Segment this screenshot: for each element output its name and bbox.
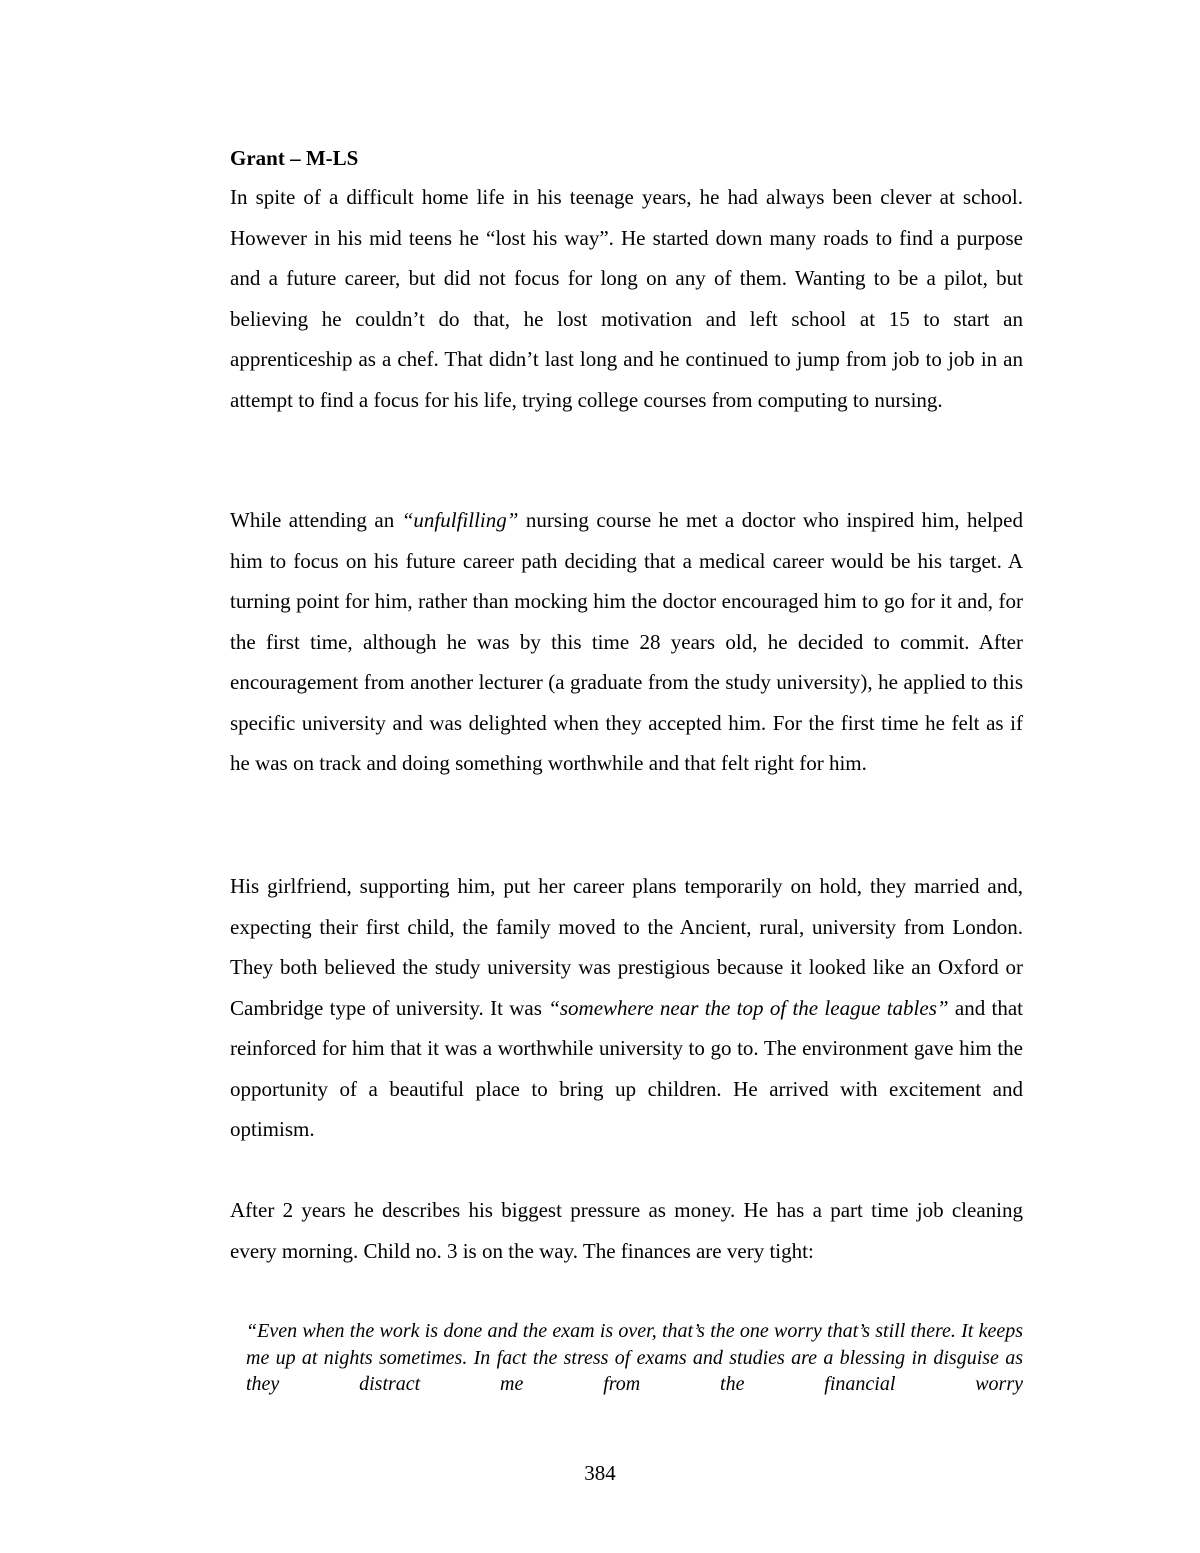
paragraph-2 xyxy=(230,500,1023,784)
paragraph-2-text-end: nursing course he met a doctor who inspired him, helped him to focus on his future career path deciding that a medical career would be his target. A turning point for him, rather than mocking him the doctor encouraged him to go for it and, for the first time, although he was by this time 28 years old, he decided to commit. After encouragement from another lecturer (a graduate from the study university), he applied to this specific university and was delighted when they accepted him. For the first time he felt as if he was on track and doing something worthwhile and that felt right for him. xyxy=(230,508,1023,775)
paragraph-4-text: After 2 years he describes his biggest pressure as money. He has a part time job cleaning every morning. Child no. 3 is on the way. The finances are very tight: xyxy=(230,1198,1023,1263)
paragraph-3-text-start: His girlfriend, supporting him, put her career plans temporarily on hold, they married and, expecting their first child, the family moved to the Ancient, rural, university from London. They both believed the study university was prestigious because it looked like an Oxford or Cambridge type of university. It was xyxy=(230,874,1023,1020)
section-heading: Grant – M-LS xyxy=(230,146,359,170)
paragraph-3 xyxy=(230,866,1023,1150)
interview-quote: “Even when the work is done and the exam is over, that’s the one worry that’s still there. It keeps me up at nights sometimes. In fact the stress of exams and studies are a blessing in disguise as they distract me from the financial worry xyxy=(246,1320,1023,1395)
paragraph-2-text-start: While attending an xyxy=(230,508,402,532)
paragraph-3-italic-quote: “somewhere near the top of the league tables” xyxy=(548,995,949,1020)
paragraph-3-text-end: and that reinforced for him that it was a worthwhile university to go to. The environment gave him the opportunity of a beautiful place to bring up children. He arrived with excitement and optimism. xyxy=(230,995,1023,1141)
paragraph-1 xyxy=(230,177,1023,420)
paragraph-1-text: In spite of a difficult home life in his teenage years, he had always been clever at school. However in his mid teens he “lost his way”. He started down many roads to find a purpose and a future career, but did not focus for long on any of them. Wanting to be a pilot, but believing he couldn’t do that, he lost motivation and left school at 15 to start an apprenticeship as a chef. That didn’t last long and he continued to jump from job to job in an attempt to find a focus for his life, trying college courses from computing to nursing. xyxy=(230,185,1023,412)
paragraph-2-italic-quote: “unfulfilling” xyxy=(401,508,519,532)
paragraph-4 xyxy=(230,1190,1023,1271)
page-number: 384 xyxy=(584,1461,616,1485)
